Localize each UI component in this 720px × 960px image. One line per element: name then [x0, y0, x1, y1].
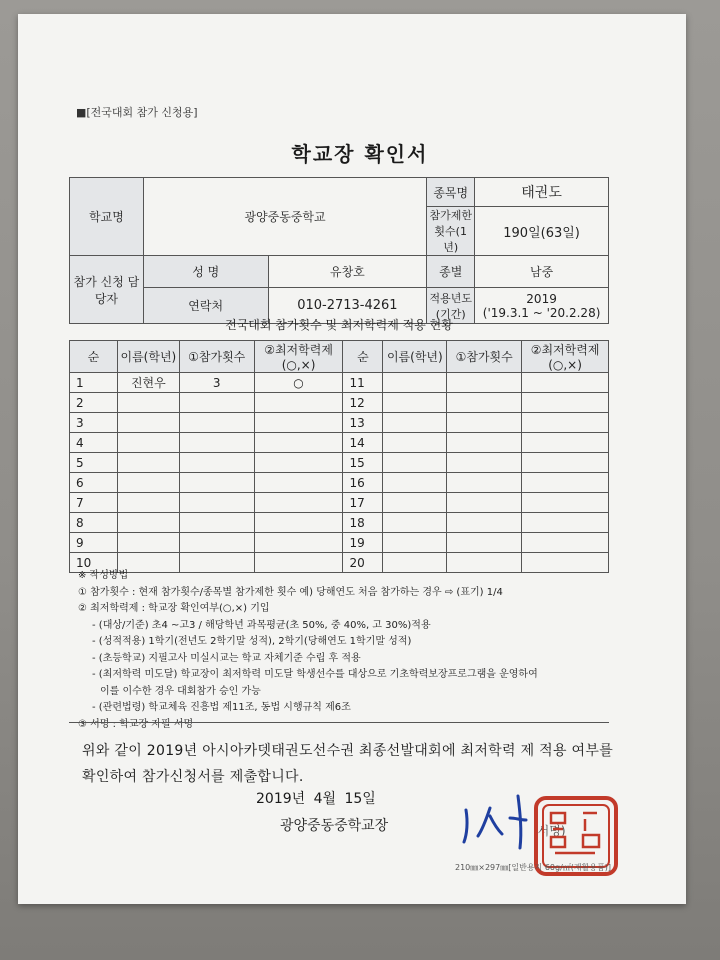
row-name-right [383, 393, 447, 413]
row-min-left [254, 453, 343, 473]
row-seq-right: 11 [343, 373, 383, 393]
row-name-right [383, 453, 447, 473]
row-min-right [522, 373, 609, 393]
row-count-right [447, 413, 522, 433]
participation-table [69, 340, 609, 573]
event-label: 종목명 [427, 178, 475, 207]
note-line: - (관련법령) 학교체육 진흥법 제11조, 동법 시행규칙 제6조 [92, 702, 351, 713]
row-min-right [522, 413, 609, 433]
school-label: 학교명 [70, 178, 144, 256]
participation-row [70, 373, 609, 393]
row-name-right [383, 373, 447, 393]
row-count-left [179, 413, 254, 433]
row-count-left [179, 433, 254, 453]
row-seq-left: 10 [70, 553, 118, 573]
instructions [78, 568, 638, 733]
period-value: ('19.3.1 ~ '20.2.28) [482, 305, 601, 320]
principal-title: 광양중동중학교장 [280, 818, 389, 834]
row-seq-right: 16 [343, 473, 383, 493]
row-name-right [383, 513, 447, 533]
year-value: 2019 [526, 291, 557, 306]
row-seq-right: 18 [343, 513, 383, 533]
row-min-left [254, 533, 343, 553]
col-header-name-right: 이름(학년) [383, 341, 447, 373]
col-header-seq-right: 순 [343, 341, 383, 373]
row-seq-left: 8 [70, 513, 118, 533]
row-min-left [254, 513, 343, 533]
row-count-right [447, 513, 522, 533]
row-name-left [117, 393, 179, 413]
row-min-right [522, 393, 609, 413]
confirmation-statement: 위와 같이 2019년 아시아카뎃태권도선수권 최종선발대회에 최저학력 제 적용 여부를 확인하여 참가신청서를 제출합니다. [82, 743, 614, 785]
row-name-left [117, 473, 179, 493]
contact-value: 010-2713-4261 [268, 288, 427, 324]
name-label: 성 명 [143, 256, 268, 288]
gender-value: 남중 [475, 256, 609, 288]
paper-spec-footer: 210㎜×297㎜[일반용지 60g/㎡(재활용품)] [455, 863, 612, 872]
divider [69, 722, 609, 723]
note-line: - (초등학교) 지필고사 미실시교는 학교 자체기준 수립 후 적용 [92, 652, 361, 664]
limit-value: 190일(63일) [475, 207, 609, 256]
row-min-right [522, 533, 609, 553]
row-count-right [447, 373, 522, 393]
row-seq-right: 12 [343, 393, 383, 413]
row-count-right [447, 393, 522, 413]
issue-date: 2019년 4월 15일 [256, 791, 376, 807]
row-min-right [522, 513, 609, 533]
note-line: ② 최저학력제 : 학교장 확인여부(○,×) 기입 [78, 603, 270, 614]
row-seq-left: 7 [70, 493, 118, 513]
col-header-min-right: ②최저학력제 (○,×) [522, 341, 609, 373]
row-seq-left: 2 [70, 393, 118, 413]
row-min-left [254, 473, 343, 493]
row-name-left [117, 433, 179, 453]
participation-row [70, 513, 609, 533]
year-label: 적용년도 (기간) [427, 288, 475, 324]
row-name-left [117, 413, 179, 433]
row-name-left [117, 513, 179, 533]
note-line: 이를 이수한 경우 대회참가 승인 가능 [100, 685, 261, 697]
row-seq-left: 4 [70, 433, 118, 453]
note-line: - (대상/기준) 초4 ~고3 / 해당학년 과목평균(초 50%, 중 40%, 고 30%)적용 [92, 619, 431, 631]
col-header-min-left: ②최저학력제 (○,×) [254, 341, 343, 373]
event-value: 태권도 [475, 178, 609, 207]
form-tag: ■[전국대회 참가 신청용] [76, 106, 198, 119]
col-header-count-right: ①참가횟수 [447, 341, 522, 373]
note-line: ① 참가횟수 : 현재 참가횟수/종목별 참가제한 횟수 예) 당해연도 처음 참가하는 경우 ⇨ (표기) 1/4 [78, 586, 503, 598]
row-count-left [179, 393, 254, 413]
participation-row [70, 393, 609, 413]
row-count-left [179, 533, 254, 553]
row-seq-left: 6 [70, 473, 118, 493]
name-value: 유창호 [268, 256, 427, 288]
participation-row [70, 533, 609, 553]
contact-label: 연락처 [143, 288, 268, 324]
school-name: 광양중동중학교 [143, 178, 426, 256]
row-min-right [522, 473, 609, 493]
document-title: 학교장 확인서 [291, 142, 429, 166]
col-header-seq-left: 순 [70, 341, 118, 373]
row-min-left: ○ [254, 373, 343, 393]
row-count-left: 3 [179, 373, 254, 393]
row-min-right [522, 493, 609, 513]
participation-row [70, 453, 609, 473]
row-count-right [447, 533, 522, 553]
note-line: - (최저학력 미도달) 학교장이 최저학력 미도달 학생선수를 대상으로 기초학력보장프로그램을 운영하여 [92, 669, 538, 680]
row-seq-right: 17 [343, 493, 383, 513]
row-count-right [447, 493, 522, 513]
signature-label: (서명) [533, 824, 566, 838]
gender-label: 종별 [427, 256, 475, 288]
row-count-left [179, 513, 254, 533]
participation-row [70, 433, 609, 453]
row-count-right [447, 453, 522, 473]
row-seq-right: 13 [343, 413, 383, 433]
row-count-left [179, 473, 254, 493]
row-min-left [254, 393, 343, 413]
row-seq-right: 15 [343, 453, 383, 473]
row-seq-left: 5 [70, 453, 118, 473]
row-count-right [447, 473, 522, 493]
row-seq-left: 1 [70, 373, 118, 393]
row-name-right [383, 493, 447, 513]
row-name-left [117, 533, 179, 553]
row-count-right [447, 433, 522, 453]
note-line: ③ 서명 : 학교장 자필 서명 [78, 718, 194, 730]
row-name-right [383, 413, 447, 433]
col-header-count-left: ①참가횟수 [179, 341, 254, 373]
participation-caption: 전국대회 참가횟수 및 최저학력제 적용 현황 [225, 318, 453, 332]
row-name-left [117, 493, 179, 513]
manager-label: 참가 신청 담당자 [70, 256, 144, 324]
row-min-left [254, 493, 343, 513]
participation-body [70, 373, 609, 573]
row-count-left [179, 493, 254, 513]
row-name-left [117, 453, 179, 473]
row-min-right [522, 453, 609, 473]
row-name-right [383, 533, 447, 553]
row-min-right [522, 433, 609, 453]
note-line: - (성적적용) 1학기(전년도 2학기말 성적), 2학기(당해연도 1학기말 성적) [92, 636, 412, 647]
row-seq-left: 3 [70, 413, 118, 433]
row-count-left [179, 453, 254, 473]
row-seq-right: 14 [343, 433, 383, 453]
row-min-left [254, 433, 343, 453]
limit-label: 참가제한 횟수(1년) [427, 207, 475, 256]
row-seq-left: 9 [70, 533, 118, 553]
row-seq-right: 19 [343, 533, 383, 553]
row-min-left [254, 413, 343, 433]
info-table [69, 177, 609, 324]
row-seq-right: 20 [343, 553, 383, 573]
participation-header-row [70, 341, 609, 373]
participation-row [70, 473, 609, 493]
note-line: ※ 작성방법 [78, 570, 129, 581]
participation-row [70, 493, 609, 513]
row-name-left: 진현우 [117, 373, 179, 393]
row-name-right [383, 473, 447, 493]
col-header-name-left: 이름(학년) [117, 341, 179, 373]
participation-row [70, 413, 609, 433]
row-name-right [383, 433, 447, 453]
